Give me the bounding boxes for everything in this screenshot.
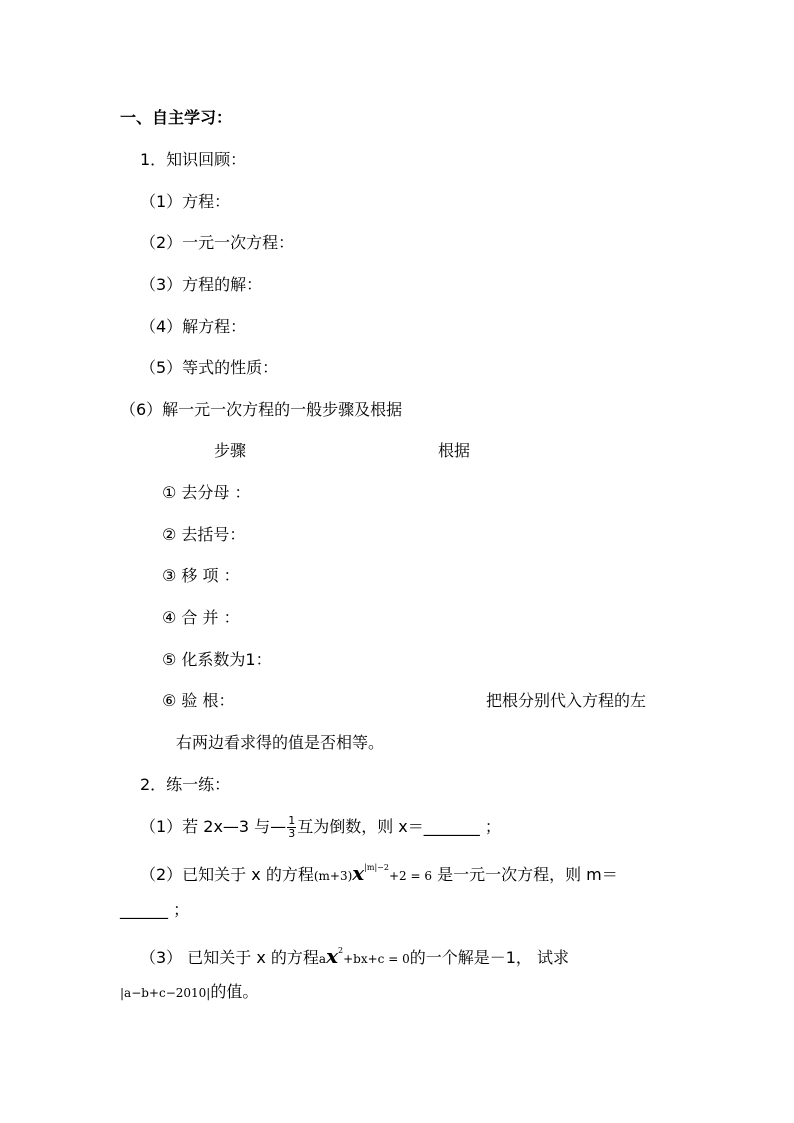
review-item-4: （4）解方程： — [140, 317, 247, 336]
review-item-2: （2）一元一次方程： — [140, 233, 295, 252]
verify-basis-line-1: 把根分别代入方程的左 — [486, 691, 647, 710]
fraction-one-third — [287, 815, 296, 840]
step-row-1: ① 去分母 ： — [162, 483, 251, 502]
review-item-5: （5）等式的性质： — [140, 358, 279, 377]
q3-eq-coef: a — [318, 952, 327, 966]
step-row-6: ⑥ 验 根： — [162, 691, 235, 710]
practice-q2 — [140, 854, 618, 890]
fraction-numerator: 1 — [288, 814, 296, 827]
q1-suffix: 互为倒数，则 x＝_______ ； — [297, 817, 501, 836]
q2-eq-rest: +2 = 6 — [388, 869, 432, 883]
q1-prefix: （1）若 2x—3 与— — [140, 817, 287, 836]
q3-prefix: （3） 已知关于 x 的方程 — [140, 948, 319, 967]
q2-equation — [313, 861, 432, 885]
steps-column-header: 步骤 — [214, 441, 247, 460]
q3-suffix: 的一个解是－1， 试求 — [409, 948, 569, 967]
review-item-1: （1）方程： — [140, 192, 231, 211]
q2-suffix: 是一元一次方程，则 m＝ — [432, 865, 618, 884]
practice-heading: 2．练一练： — [140, 775, 231, 794]
q2-prefix: （2）已知关于 x 的方程 — [140, 865, 314, 884]
review-item-6: （6）解一元一次方程的一般步骤及根据 — [120, 400, 403, 419]
basis-column-header: 根据 — [438, 441, 471, 460]
review-heading: 1．知识回顾： — [140, 150, 247, 169]
fraction-denominator: 3 — [288, 827, 296, 840]
q3-eq-exponent: 2 — [338, 946, 344, 955]
practice-q3-line2 — [120, 982, 258, 1003]
review-item-3: （3）方程的解： — [140, 275, 263, 294]
practice-q3 — [140, 937, 680, 973]
q2-eq-variable: x — [352, 861, 365, 885]
q2-eq-exponent: |m|−2 — [364, 863, 389, 872]
verify-basis-line-2: 右两边看求得的值是否相等。 — [176, 733, 385, 752]
q3-eq-rest: +bx+c = 0 — [343, 952, 410, 966]
step-row-4: ④ 合 并 ： — [162, 608, 240, 627]
step-row-5: ⑤ 化系数为1： — [162, 650, 272, 669]
q3-equation — [318, 944, 410, 968]
q3-line2-suffix: 的值。 — [210, 982, 259, 1001]
q3-abs-expression: |a−b+c−2010| — [120, 986, 211, 1000]
q2-eq-coef: (m+3) — [313, 869, 353, 883]
practice-q1 — [140, 813, 501, 841]
step-row-2: ② 去括号： — [162, 525, 246, 544]
q3-eq-variable: x — [326, 944, 339, 968]
step-row-3: ③ 移 项 ： — [162, 566, 240, 585]
practice-q2-blank: ______ ； — [120, 900, 190, 919]
section-title: 一、自主学习： — [120, 108, 233, 127]
